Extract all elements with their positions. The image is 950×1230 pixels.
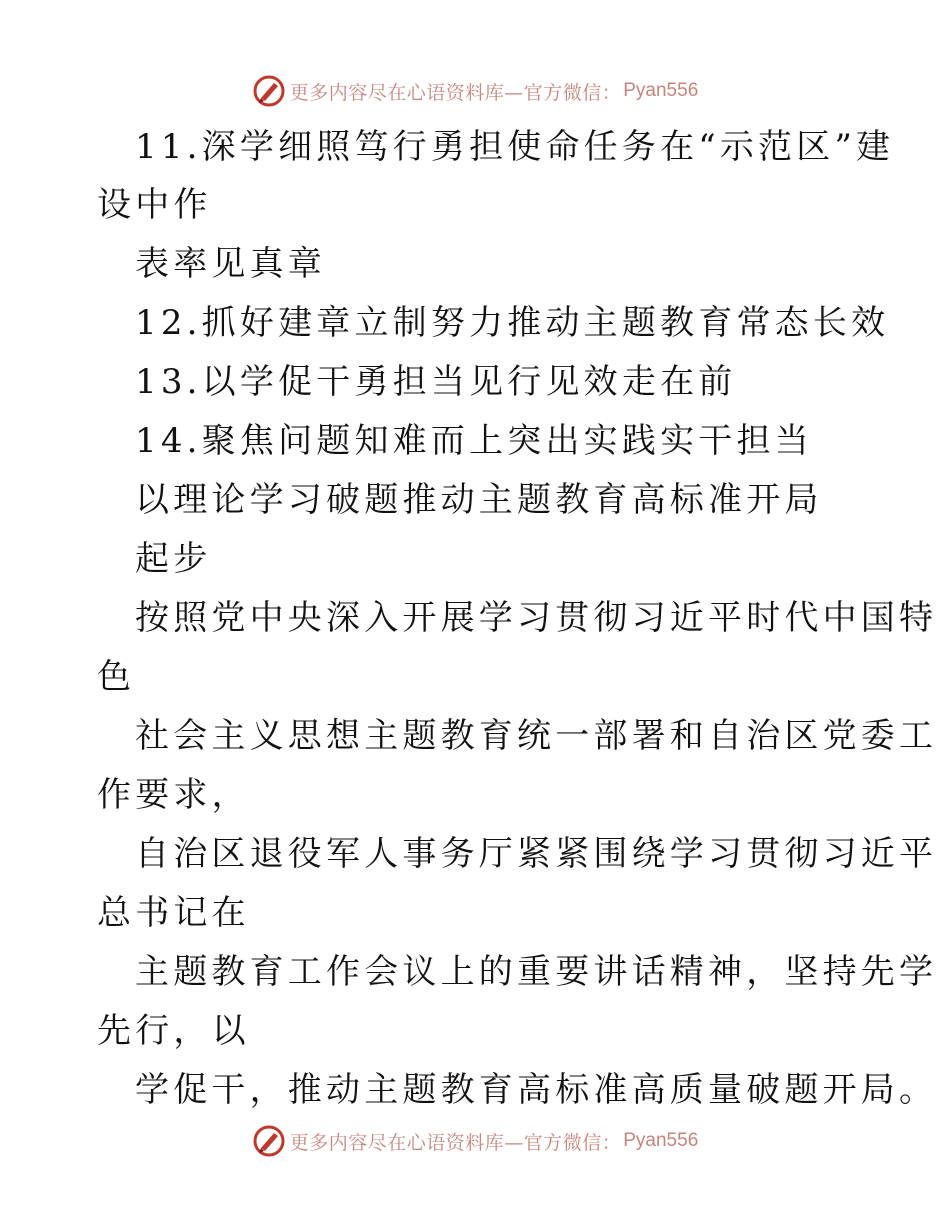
paragraph-line: 11.深学细照笃行勇担使命任务在“示范区”建	[135, 127, 895, 167]
pen-emblem-icon	[252, 74, 286, 108]
paragraph-line: 按照党中央深入开展学习贯彻习近平时代中国特	[135, 598, 938, 638]
pen-emblem-icon	[252, 1124, 286, 1158]
paragraph-line: 以理论学习破题推动主题教育高标准开局	[135, 480, 823, 520]
paragraph-line: 12.抓好建章立制努力推动主题教育常态长效	[135, 303, 890, 343]
paragraph-line: 14.聚焦问题知难而上突出实践实干担当	[135, 421, 813, 461]
paragraph-line: 作要求，	[97, 775, 250, 815]
paragraph-line: 学促干，推动主题教育高标准高质量破题开局。	[135, 1070, 938, 1110]
watermark-wechat-id: Pyan556	[623, 1130, 699, 1151]
watermark-text: 更多内容尽在心语资料库—官方微信：	[289, 81, 622, 104]
paragraph-line: 先行，以	[97, 1011, 250, 1051]
paragraph-line: 总书记在	[97, 893, 250, 933]
paragraph-line: 13.以学促干勇担当见行见效走在前	[135, 362, 737, 402]
paragraph-line: 表率见真章	[135, 244, 326, 284]
paragraph-line: 色	[97, 657, 136, 697]
paragraph-line: 自治区退役军人事务厅紧紧围绕学习贯彻习近平	[135, 834, 938, 874]
paragraph-line: 社会主义思想主题教育统一部署和自治区党委工	[135, 716, 938, 756]
paragraph-line: 设中作	[97, 185, 212, 225]
watermark-text: 更多内容尽在心语资料库—官方微信：	[289, 1131, 622, 1154]
header-watermark	[0, 71, 950, 111]
watermark-wechat-id: Pyan556	[623, 80, 699, 101]
paragraph-line: 主题教育工作会议上的重要讲话精神，坚持先学	[135, 952, 938, 992]
footer-watermark	[0, 1121, 950, 1161]
paragraph-line: 起步	[135, 539, 212, 579]
